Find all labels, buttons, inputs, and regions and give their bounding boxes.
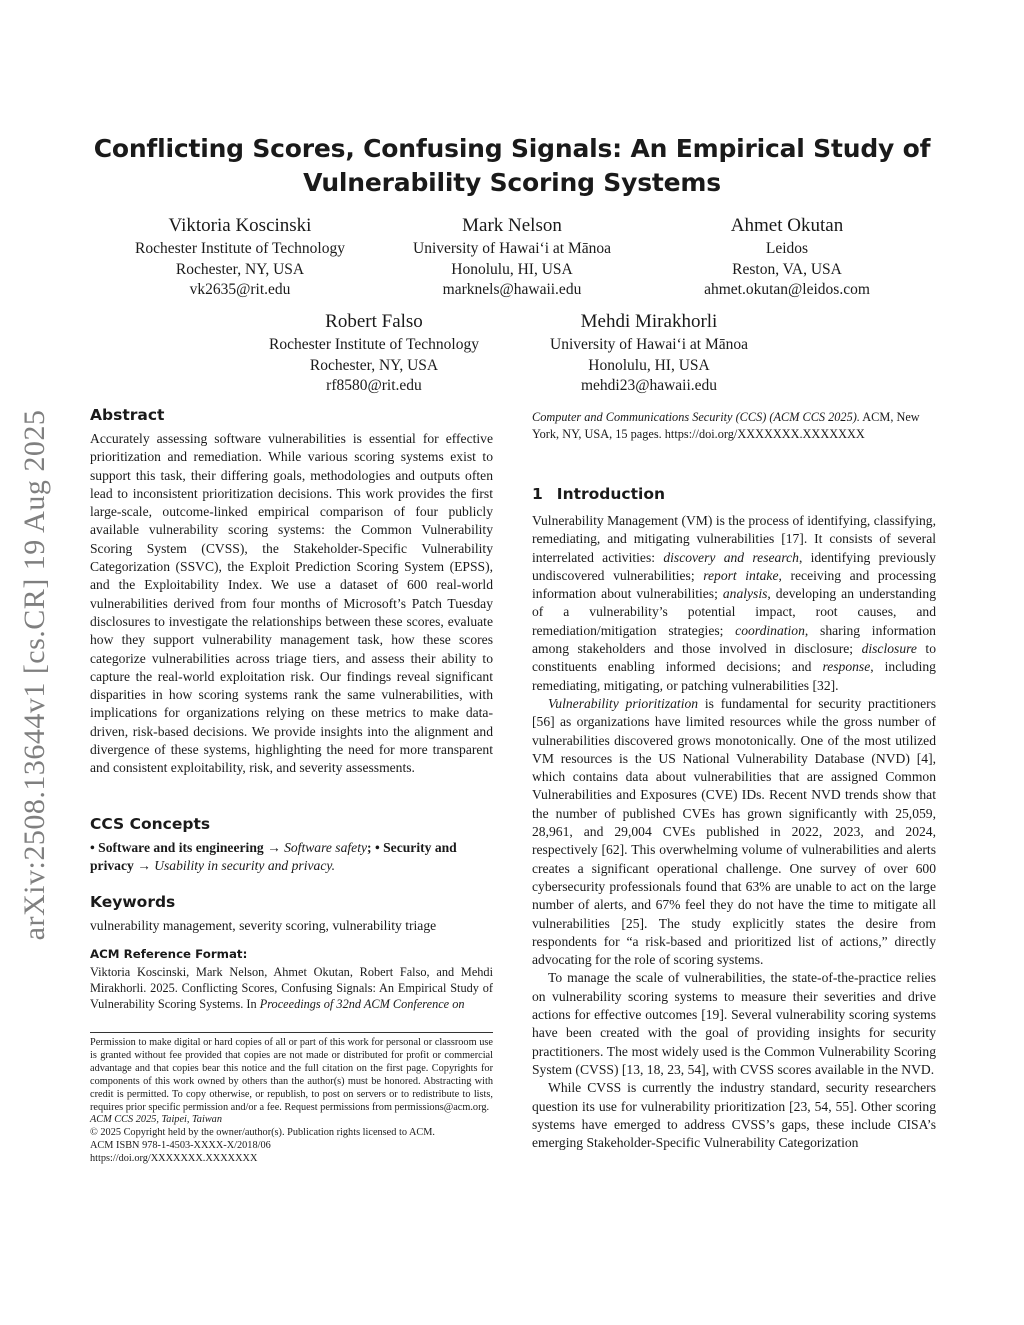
author-block	[509, 309, 789, 397]
author-name: Ahmet Okutan	[730, 215, 844, 236]
author-name: Mehdi Mirakhorli	[580, 311, 718, 332]
acm-reference-heading: ACM Reference Format:	[90, 947, 248, 961]
ccs-concepts-text	[90, 839, 493, 876]
author-block	[234, 309, 514, 397]
acm-reference-proceedings: Proceedings of 32nd ACM Conference on	[259, 997, 465, 1011]
reference-continuation-text: Computer and Communications Security (CCS) (ACM CCS 2025). ACM, New York, NY, USA, 15 pages. https://doi.org/XXXXXXX.XXXXXXX	[532, 410, 920, 441]
author-block	[372, 213, 652, 301]
author-name: Robert Falso	[325, 311, 423, 332]
author-block	[100, 213, 380, 301]
abstract-section	[90, 405, 493, 778]
author-block	[647, 213, 927, 301]
acm-reference-continuation	[532, 409, 936, 469]
permission-notice	[90, 1037, 493, 1166]
section-title: Introduction	[556, 485, 666, 503]
intro-paragraph-1: Vulnerability Management (VM) is the process of identifying, classifying, remediating, and mitigating vulnerabilities [17]. It consists of several interrelated activities: discovery and research, identifying previously undiscovered vulnerabilities; report intake, receiving and processing information about vulnerabilities; analysis, developing an understanding of a vulnerability’s potential impact, root causes, and remediation/mitigation strategies; coordination, sharing information among stakeholders and those involved in disclosure; disclosure to constituents enabling informed decisions; and response, including remediating, mitigating, or patching vulnerabilities [32].	[532, 513, 937, 693]
author-email: mehdi23@hawaii.edu	[580, 377, 718, 394]
intro-paragraph-3: To manage the scale of vulnerabilities, the state-of-the-practice relies on vulnerability scoring systems to measure their severities and drive actions for effective outcomes [19]. Several vulnerability scoring systems have been created with the goal of providing insights for security practitioners. The most widely used is the Common Vulnerability Scoring System (CVSS) [13, 18, 23, 54], with CVSS scores available in the NVD.	[532, 970, 936, 1077]
author-affiliation: University of Hawaiʻi at Mānoa	[413, 240, 611, 257]
permission-isbn: ACM ISBN 978-1-4503-XXXX-X/2018/06	[90, 1140, 271, 1152]
ccs-concept-term: • Software and its engineering	[90, 840, 264, 855]
author-affiliation: Rochester Institute of Technology	[269, 336, 479, 353]
permission-venue: ACM CCS 2025, Taipei, Taiwan	[90, 1114, 222, 1126]
keywords-text: vulnerability management, severity scoring, vulnerability triage	[90, 918, 437, 933]
ccs-concept-subterm: Software safety	[284, 840, 368, 855]
ccs-arrow: →	[263, 840, 285, 855]
abstract-text: Accurately assessing software vulnerabilities is essential for effective prioritization and remediation. While various scoring systems exist to support this task, their differing goals, methodologies and outputs often lead to inconsistent prioritization decisions. This work provides the first large-scale, outcome-linked empirical comparison of four publicly available vulnerability scoring systems: the Common Vulnerability Scoring System (CVSS), the Stakeholder-Specific Vulnerability Categorization (SSVC), the Exploit Prediction Scoring System (EPSS), and the Exploitability Index. We use a dataset of 600 real-world vulnerabilities derived from four months of Microsoft’s Patch Tuesday disclosures to investigate the relationships between these scores, evaluate how they support vulnerability management task, how these scores categorize vulnerabilities across triage tiers, and assess their ability to capture the real-world exploitation risk. Our findings reveal significant disparities in how scoring systems rank the same vulnerabilities, with implications for organizations relying on these metrics to make data-driven, risk-based decisions. We provide insights into the alignment and divergence of these systems, highlighting the need for more transparent and consistent exploitability, risk, and severity assessments.	[90, 431, 493, 776]
author-email: ahmet.okutan@leidos.com	[704, 281, 870, 298]
ccs-concepts-section	[90, 814, 493, 876]
author-location: Rochester, NY, USA	[309, 356, 439, 374]
author-affiliation: Rochester Institute of Technology	[135, 240, 345, 257]
author-name: Viktoria Koscinski	[168, 215, 312, 236]
keywords-heading: Keywords	[90, 893, 176, 911]
ccs-concept-subterm: Usability in security and privacy.	[154, 858, 336, 874]
permission-doi: https://doi.org/XXXXXXX.XXXXXXX	[90, 1153, 258, 1165]
intro-paragraph-4: While CVSS is currently the industry standard, security researchers question its use for vulnerability prioritization [23, 54, 55]. Other scoring systems have emerged to address CVSS’s gaps, these include CISA’s emerging Stakeholder-Specific Vulnerability Categorization	[532, 1080, 936, 1151]
intro-paragraph-2: Vulnerability prioritization is fundamental for security practitioners [56] as organizations have limited resources while the gross number of vulnerabilities discovered grows monotonically. One of the most utilized VM resources is the US National Vulnerability Database (NVD) [4], which contains data about vulnerabilities that are assigned Common Vulnerabilities and Exposures (CVE) IDs. Recent NVD trends show that the number of published CVEs has grown significantly with 25,059, 28,961, and 29,004 CVEs published in 2022, 2023, and 2024, respectively [62]. This overwhelming volume of vulnerabilities and alerts creates a significant operational challenge. One survey of over 600 cybersecurity professionals found that 63% are unable to act on the large number of alerts, and 67% feel they do not have the time to mitigate all vulnerabilities [25]. The study explicitly states the desire from respondents for “a risk-based and prioritized list of actions,” directly advocating for the role of scoring systems.	[532, 695, 936, 968]
author-email: marknels@hawaii.edu	[442, 281, 582, 298]
author-email: rf8580@rit.edu	[326, 377, 422, 394]
ccs-concepts-heading: CCS Concepts	[90, 815, 211, 833]
permission-text: Permission to make digital or hard copies of all or part of this work for personal or classroom use is granted without fee provided that copies are not made or distributed for profit or commercial advantage and that copies bear this notice and the full citation on the first page. Copyrights for components of this work owned by others than the author(s) must be honored. Abstracting with credit is permitted. To copy otherwise, or republish, to post on servers or to redistribute to lists, requires prior specific permission and/or a fee. Request permissions from permissions@acm.org.	[90, 1037, 493, 1113]
paper-title: Conflicting Scores, Confusing Signals: An Empirical Study of Vulnerability Scoring Systems	[93, 134, 931, 197]
keywords-section	[90, 892, 493, 935]
acm-reference-text: Viktoria Koscinski, Mark Nelson, Ahmet Okutan, Robert Falso, and Mehdi Mirakhorli. 2025. Conflicting Scores, Confusing Signals: An Empirical Study of Vulnerability Scoring Systems. In Proceedings of 32nd ACM Conference on	[90, 965, 493, 1011]
footnote-rule	[90, 1032, 493, 1033]
introduction-heading	[532, 484, 936, 504]
author-location: Reston, VA, USA	[732, 260, 842, 278]
introduction-section	[532, 484, 936, 1152]
ccs-concept-term: ; • Security and privacy	[90, 840, 457, 874]
author-email: vk2635@rit.edu	[189, 281, 291, 298]
author-location: Honolulu, HI, USA	[451, 260, 573, 278]
arxiv-identifier	[10, 360, 60, 990]
author-affiliation: Leidos	[765, 240, 809, 257]
abstract-heading: Abstract	[90, 406, 165, 424]
author-name: Mark Nelson	[462, 215, 562, 236]
author-location: Honolulu, HI, USA	[588, 356, 710, 374]
ccs-arrow: →	[133, 858, 155, 874]
acm-reference-section	[90, 947, 493, 1012]
arxiv-identifier-text: arXiv:2508.13644v1 [cs.CR] 19 Aug 2025	[18, 409, 51, 941]
section-number: 1	[532, 485, 543, 503]
permission-copyright: © 2025 Copyright held by the owner/author(s). Publication rights licensed to ACM.	[90, 1127, 436, 1139]
author-location: Rochester, NY, USA	[175, 260, 305, 278]
author-affiliation: University of Hawaiʻi at Mānoa	[550, 336, 748, 353]
